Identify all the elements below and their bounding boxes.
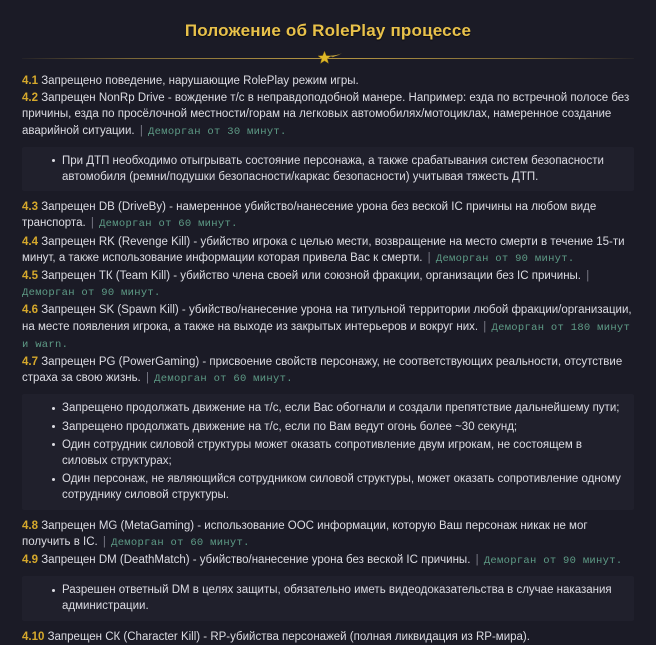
rule-number: 4.3 [22,201,38,214]
rule-item [22,90,634,140]
rule-number: 4.9 [22,554,38,567]
bullet-list [26,582,622,614]
bullet-dot-icon [52,478,55,481]
rule-text: Запрещен MG (MetaGaming) - использование ООС информации, которую Ваш персонаж никак не мог получить в IC. [22,519,588,548]
list-item [52,471,622,503]
bullet-list [26,400,622,503]
bullet-dot-icon [52,425,55,428]
rule-item [22,629,634,645]
rule-separator: | [90,217,94,230]
bullet-dot-icon [52,589,55,592]
rule-punishment: Деморган от 30 минут. [148,125,287,138]
list-item [52,153,622,185]
rule-punishment: Деморган от 60 минут. [99,218,238,231]
list-item-text: Один персонаж, не являющийся сотрудником силовой структуры, может оказать сопротивление одному сотруднику силовой структуры. [62,473,621,502]
rule-number: 4.7 [22,356,38,369]
bullet-list [26,153,622,185]
rule-text: Запрещено поведение, нарушающие RolePlay режим игры. [41,75,359,87]
rule-item [22,73,634,89]
list-item-text: Запрещено продолжать движение на т/с, если по Вам ведут огонь более ~30 секунд; [62,420,518,433]
blockquote-dm [22,576,634,620]
shooting-star-icon [0,47,656,69]
rule-item [22,234,634,267]
rule-separator: | [475,554,479,567]
list-item [52,400,622,416]
rule-number: 4.10 [22,630,45,643]
list-item-text: Разрешен ответный DM в целях защиты, обязательно иметь видеодоказательства в случае наказания администрации. [62,584,612,613]
bullet-dot-icon [52,407,55,410]
rule-text: Запрещен SK (Spawn Kill) - убийство/нанесение урона на титульной территории любой фракции/организации, на месте появления игрока, а также на выходе из закрытых интерьеров и вокруг них. [22,304,632,333]
rule-punishment: Деморган от 90 минут. [435,252,575,265]
rule-separator: | [145,372,149,385]
list-item [52,419,622,435]
rule-item [22,302,634,353]
blockquote-dtp [22,147,634,191]
rule-separator: | [586,270,590,283]
rule-text: Запрещен RK (Revenge Kill) - убийство игрока с целью мести, возвращение на место смерти в течение 15-ти минут, а также использование информации которая привела Вас к смерти. [22,235,625,264]
rule-text: Запрещен DB (DriveBy) - намеренное убийство/нанесение урона без веской IC причины на любом виде транспорта. [22,201,597,230]
list-item-text: Один сотрудник силовой структуры может оказать сопротивление двум игрокам, не состоящем в силовых структурах; [62,438,583,468]
list-item-text: Запрещено продолжать движение на т/с, если Вас обогнали и создали препятствие дальнейшему пути; [62,402,620,415]
page-title: Положение об RolePlay процессе [184,21,472,40]
rule-text: Запрещен СК (Character Kill) - RP-убийства персонажей (полная ликвидация из RP-мира). [47,630,530,643]
rule-item [22,268,634,301]
rule-number: 4.1 [22,75,38,87]
rule-number: 4.8 [22,519,38,532]
list-item [52,582,622,614]
rule-punishment: Деморган от 90 минут. [22,287,161,300]
rule-text: Запрещен DM (DeathMatch) - убийство/нанесение урона без веской IC причины. [41,554,471,567]
rule-number: 4.6 [22,304,38,317]
rule-punishment: Деморган от 180 минут и warn. [22,321,631,351]
rule-item [22,354,634,387]
rule-separator: | [139,124,143,137]
rule-punishment: Деморган от 60 минут. [154,373,293,386]
rule-number: 4.4 [22,235,38,248]
rules-content [0,73,656,645]
rule-text: Запрещен ТК (Team Kill) - убийство члена своей или союзной фракции, организации без IC причины. [41,270,582,283]
rule-punishment: Деморган от 60 минут. [111,536,250,549]
rule-text: Запрещен PG (PowerGaming) - присвоение свойств персонажу, не соответствующих реальности, отсутствие страха за свою жизнь. [22,356,623,385]
rule-item [22,552,634,569]
decorative-divider [0,47,656,69]
rule-separator: | [483,320,487,333]
rule-separator: | [102,535,106,548]
rule-punishment: Деморган от 90 минут. [483,555,623,568]
rule-number: 4.2 [22,92,38,105]
bullet-dot-icon [52,443,55,446]
list-item [52,437,622,469]
rule-item [22,518,634,551]
rule-item [22,199,634,232]
blockquote-pg [22,394,634,509]
bullet-dot-icon [52,159,55,162]
rule-separator: | [427,251,431,264]
rule-text: Запрещен NonRp Drive - вождение т/с в неправдоподобной манере. Например: езда по встречной полосе без причины, езда по просёлочной местности/горам на легковых автомобилях/мотоциклах, намеренное создание аварийной ситуации. [22,92,630,137]
rule-number: 4.5 [22,270,38,283]
list-item-text: При ДТП необходимо отыгрывать состояние персонажа, а также срабатывания систем безопасности автомобиля (ремни/подушки безопасности/каркас безопасности) учитывая тяжесть ДТП. [62,154,604,184]
